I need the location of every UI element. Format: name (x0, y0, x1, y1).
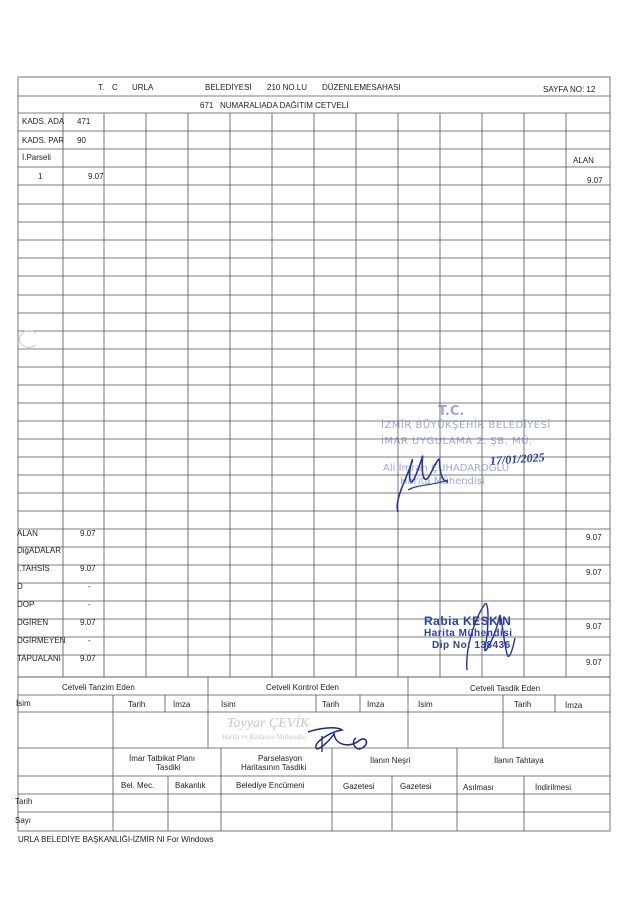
stamp-date: 17/01/2025 (489, 450, 546, 468)
faint-stamp-name: Tayyar ÇEVİK (227, 716, 310, 731)
summary-label: DGİRMEYEN (17, 636, 66, 645)
imza-label-2: İmza (367, 700, 385, 709)
belediye-encumeni-label: Belediye Encümeni (236, 781, 305, 790)
bottom-line: URLA BELEDİYE BAŞKANLIĞI-İZMİR NI For Windows (18, 835, 214, 844)
engineer-dip: Dip No: 138436 (432, 640, 511, 651)
signature-1-icon (388, 440, 468, 520)
ada-label: KADS. ADA (22, 117, 65, 126)
page-number: SAYFA NO: 12 (543, 85, 596, 94)
tarih-label-1: Tarih (128, 700, 146, 709)
tarih-row-label: Tarih (15, 797, 33, 806)
summary-value: - (88, 582, 91, 591)
signature-2-icon (455, 598, 525, 678)
header-c: C (112, 83, 118, 92)
row1-parsel: 1 (38, 172, 43, 181)
header-section-label: DÜZENLEMESAHASI (322, 83, 401, 92)
ada-value: 471 (77, 117, 91, 126)
imar-tatbikat-label: İmar Tatbikat Planı (129, 754, 196, 763)
summary-label: ALAN (17, 529, 38, 538)
summary-value: 9.07 (80, 564, 96, 573)
gazetesi-label-2: Gazetesi (400, 782, 432, 791)
par-label: KADS. PAR (22, 136, 65, 145)
isim-label-3: İsim (418, 700, 433, 709)
sayi-row-label: Sayı (15, 816, 32, 825)
summary-value: 9.07 (80, 529, 96, 538)
engineer-name: Rabia KESKİN (424, 614, 512, 628)
isim-label-1: İsim (16, 699, 31, 708)
summary-value: 9.07 (80, 654, 96, 663)
engineer-title: Harita Mühendisi (424, 628, 513, 639)
imza-label-3: İmza (565, 701, 583, 710)
summary-label: TAPUALANI (17, 654, 61, 663)
summary-label: DGİREN (17, 618, 49, 627)
summary-right-value: 9.07 (586, 568, 602, 577)
header-t: T. (98, 83, 105, 92)
ilanin-tahtaya-label: İlanın Tahtaya (494, 756, 544, 765)
summary-label: D (17, 582, 23, 591)
tasdik-header: Cetveli Tasdik Eden (470, 684, 541, 693)
iparsel-label: İ.Parseli (22, 153, 51, 162)
stamp-line3: Ali İmran ÇUHADAROĞLU (383, 463, 510, 474)
summary-label: DOP (17, 600, 35, 609)
summary-right-value: 9.07 (586, 533, 602, 542)
stamp-tc: T.C. (438, 404, 465, 419)
indirilmesi-label: İndirilmesi (535, 783, 572, 792)
summary-right-value: 9.07 (586, 658, 602, 667)
summary-label: DiğADALAR (17, 546, 62, 555)
tasdiki-label: Tasdiki (156, 763, 181, 772)
imza-label-1: İmza (173, 700, 191, 709)
bakanlik-label: Bakanlık (175, 781, 206, 790)
tanzim-header: Cetveli Tanzim Eden (62, 683, 135, 692)
stamp-line2: İMAR UYGULAMA 2. ŞB. MÜ. (381, 436, 533, 447)
summary-value: - (88, 636, 91, 645)
isim-label-2: İsim (221, 700, 236, 709)
subheader-number: 671 (200, 101, 214, 110)
subheader-title: NUMARALIADA DAĞITIM CETVELİ (220, 101, 349, 110)
kontrol-header: Cetveli Kontrol Eden (266, 683, 339, 692)
tarih-label-2: Tarih (322, 700, 340, 709)
bel-mec-label: Bel. Mec. (121, 781, 155, 790)
asilmasi-label: Asılması (463, 783, 494, 792)
row1-value: 9.07 (88, 172, 104, 181)
header-municipality-label: BELEDİYESİ (205, 83, 252, 92)
stamp-line1: İZMİR BÜYÜKŞEHİR BELEDİYESİ (381, 420, 551, 431)
alan-header: ALAN (573, 156, 594, 165)
ilanin-nesri-label: İlanın Neşri (370, 756, 411, 765)
header-municipality: URLA (132, 83, 154, 92)
punch-hole-mark (19, 330, 39, 348)
summary-label: İ.TAHSİS (17, 564, 50, 573)
faint-stamp-title: Harita ve Kadastro Mühendisi (222, 733, 307, 741)
tarih-label-3: Tarih (514, 700, 532, 709)
parselasyon-label: Parselasyon (258, 754, 303, 763)
summary-value: 9.07 (80, 618, 96, 627)
summary-right-value: 9.07 (586, 622, 602, 631)
haritasinin-label: Haritasının Tasdiki (241, 763, 307, 772)
stamp-line4: Harita Mühendisi (400, 476, 485, 487)
par-value: 90 (77, 136, 86, 145)
row1-alan: 9.07 (587, 176, 603, 185)
gazetesi-label-1: Gazetesi (343, 782, 375, 791)
summary-value: - (88, 600, 91, 609)
signature-3-icon (300, 718, 380, 754)
header-law-number: 210 NO.LU (267, 83, 308, 92)
